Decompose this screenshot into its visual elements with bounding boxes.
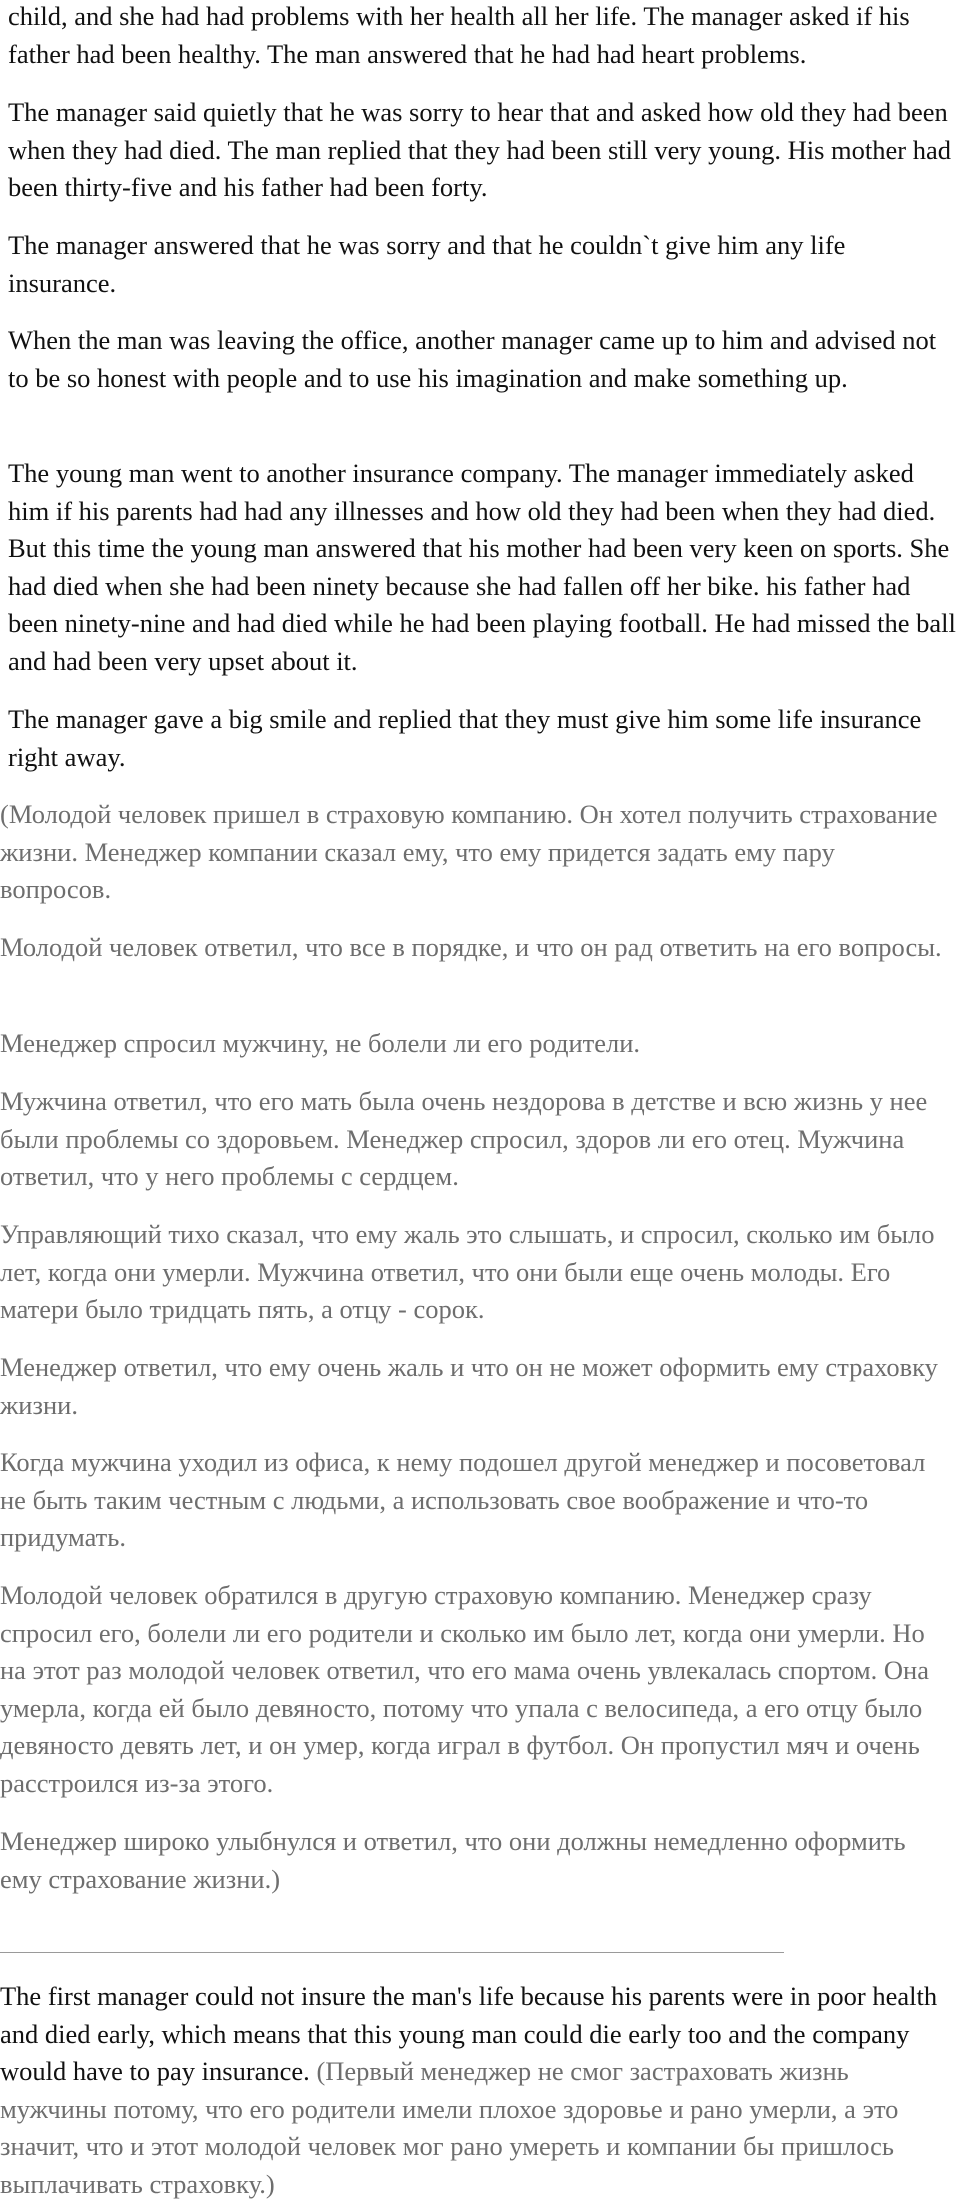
russian-paragraph-3: Менеджер спросил мужчину, не болели ли его родители. [0, 1028, 641, 1058]
english-paragraph-6: The manager gave a big smile and replied that they must give him some life insurance right away. [8, 704, 922, 772]
russian-paragraph-4: Мужчина ответил, что его мать была очень нездорова в детстве и всю жизнь у нее были проблемы со здоровьем. Менеджер спросил, здоров ли его отец. Мужчина ответил, что у него проблемы с сердцем. [0, 1086, 928, 1191]
russian-paragraph-7: Когда мужчина уходил из офиса, к нему подошел другой менеджер и посоветовал не быть таким честным с людьми, а использовать свое воображение и что-то придумать. [0, 1447, 926, 1552]
russian-paragraph-5: Управляющий тихо сказал, что ему жаль это слышать, и спросил, сколько им было лет, когда они умерли. Мужчина ответил, что они были еще очень молоды. Его матери было тридцать пять, а отцу - сорок. [0, 1219, 935, 1324]
answer-paragraph [0, 1978, 958, 2203]
russian-paragraph-1: (Молодой человек пришел в страховую компанию. Он хотел получить страхование жизни. Менеджер компании сказал ему, что ему придется задать ему пару вопросов. [0, 799, 938, 904]
english-paragraph-4: When the man was leaving the office, another manager came up to him and advised not to be so honest with people and to use his imagination and make something up. [8, 325, 937, 393]
english-paragraph-1: child, and she had had problems with her health all her life. The manager asked if his father had been healthy. The man answered that he had had heart problems. [8, 1, 910, 69]
russian-paragraph-8: Молодой человек обратился в другую страховую компанию. Менеджер сразу спросил его, болели ли его родители и сколько им было лет, когда они умерли. Но на этот раз молодой человек ответил, что его мама очень увлекалась спортом. Она умерла, когда ей было девяносто, потому что упала с велосипеда, а его отцу было девяносто девять лет, и он умер, когда играл в футбол. Он пропустил мяч и очень расстроился из-за этого. [0, 1580, 929, 1798]
english-paragraph-3: The manager answered that he was sorry and that he couldn`t give him any life insurance. [8, 230, 846, 298]
russian-paragraph-2: Молодой человек ответил, что все в порядке, и что он рад ответить на его вопросы. [0, 932, 942, 962]
answer-russian: (Первый менеджер не смог застраховать жизнь мужчины потому, что его родители имели плохое здоровье и рано умерли, а это значит, что и этот молодой человек мог рано умереть и компании бы пришлось выплачивать страховку.) [0, 2056, 899, 2199]
russian-paragraph-9: Менеджер широко улыбнулся и ответил, что они должны немедленно оформить ему страхование жизни.) [0, 1826, 906, 1894]
russian-paragraph-6: Менеджер ответил, что ему очень жаль и что он не может оформить ему страховку жизни. [0, 1352, 938, 1420]
english-paragraph-2: The manager said quietly that he was sorry to hear that and asked how old they had been when they had died. The man replied that they had been still very young. His mother had been thirty-five and his father had been forty. [8, 97, 951, 202]
english-paragraph-5: The young man went to another insurance company. The manager immediately asked him if his parents had had any illnesses and how old they had been when they had died. But this time the young man answered that his mother had been very keen on sports. She had died when she had been ninety because she had fallen off her bike. his father had been ninety-nine and had died while he had been playing football. He had missed the ball and had been very upset about it. [8, 458, 956, 676]
horizontal-divider [0, 1952, 784, 1953]
answer-english: The first manager could not insure the man's life because his parents were in poor health and died early, which means that this young man could die early too and the company would have to pay insurance. [0, 1981, 938, 2086]
